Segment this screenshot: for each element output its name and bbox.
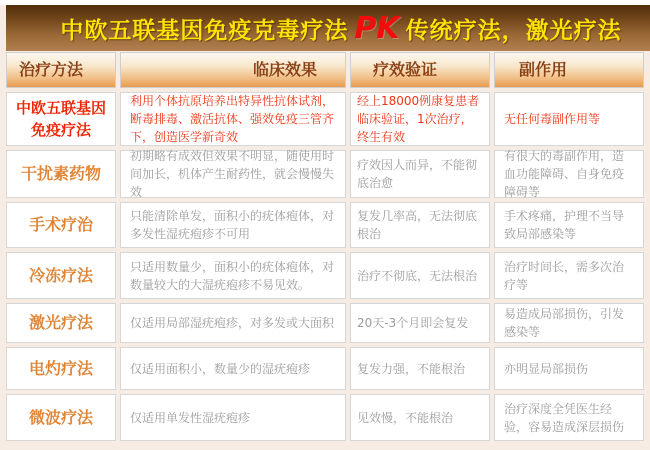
method-cell: 手术疗治 [6,202,116,248]
verification-cell: 复发几率高，无法彻底根治 [350,202,490,248]
banner-title-left: 中欧五联基因免疫克毒疗法 [60,17,349,44]
side-effect-cell: 治疗深度全凭医生经验，容易造成深层损伤 [494,394,644,441]
verification-cell: 20天-3个月即会复发 [350,303,490,343]
header-clinical-effect: 临床效果 [120,52,346,88]
side-effect-cell: 亦明显局部损伤 [494,347,644,390]
header-treatment-method: 治疗方法 [6,52,116,88]
banner [6,5,650,51]
side-effect-cell: 无任何毒副作用等 [494,92,644,146]
effect-cell: 初期略有成效但效果不明显，随使用时间加长，机体产生耐药性，就会慢慢失效 [120,150,346,198]
side-effect-cell: 有很大的毒副作用，造血功能障碍、自身免疫障碍等 [494,150,644,198]
verification-cell: 见效慢，不能根治 [350,394,490,441]
effect-cell: 仅适用面积小，数量少的湿疣疱疹 [120,347,346,390]
side-effect-cell: 易造成局部损伤，引发感染等 [494,303,644,343]
verification-cell: 治疗不彻底，无法根治 [350,252,490,299]
effect-cell: 只适用数量少，面积小的疣体疱体，对数量较大的大湿疣疱疹不易见效。 [120,252,346,299]
verification-cell: 复发力强，不能根治 [350,347,490,390]
header-efficacy-verification: 疗效验证 [350,52,490,88]
banner-title-right: 传统疗法，激光疗法 [405,17,622,44]
effect-cell: 只能清除单发，面积小的疣体疱体，对多发性湿疣疱疹不可用 [120,202,346,248]
side-effect-cell: 手术疼痛，护理不当导致局部感染等 [494,202,644,248]
method-cell: 微波疗法 [6,394,116,441]
effect-cell: 利用个体抗原培养出特异性抗体试剂，断毒排毒、激活抗体、强效免疫三管齐下，创造医学新奇效 [120,92,346,146]
method-cell: 干扰素药物 [6,150,116,198]
effect-cell: 仅适用单发性湿疣疱疹 [120,394,346,441]
method-cell: 电灼疗法 [6,347,116,390]
verification-cell: 疗效因人而异，不能彻底治愈 [350,150,490,198]
verification-cell: 经上18000例康复患者临床验证，1次治疗，终生有效 [350,92,490,146]
method-cell: 中欧五联基因免疫疗法 [6,92,116,146]
pk-badge: PK [354,10,400,46]
header-side-effects: 副作用 [494,52,644,88]
comparison-table [6,52,644,441]
effect-cell: 仅适用局部湿疣疱疹，对多发或大面积 [120,303,346,343]
method-cell: 激光疗法 [6,303,116,343]
method-cell: 冷冻疗法 [6,252,116,299]
side-effect-cell: 治疗时间长，需多次治疗等 [494,252,644,299]
